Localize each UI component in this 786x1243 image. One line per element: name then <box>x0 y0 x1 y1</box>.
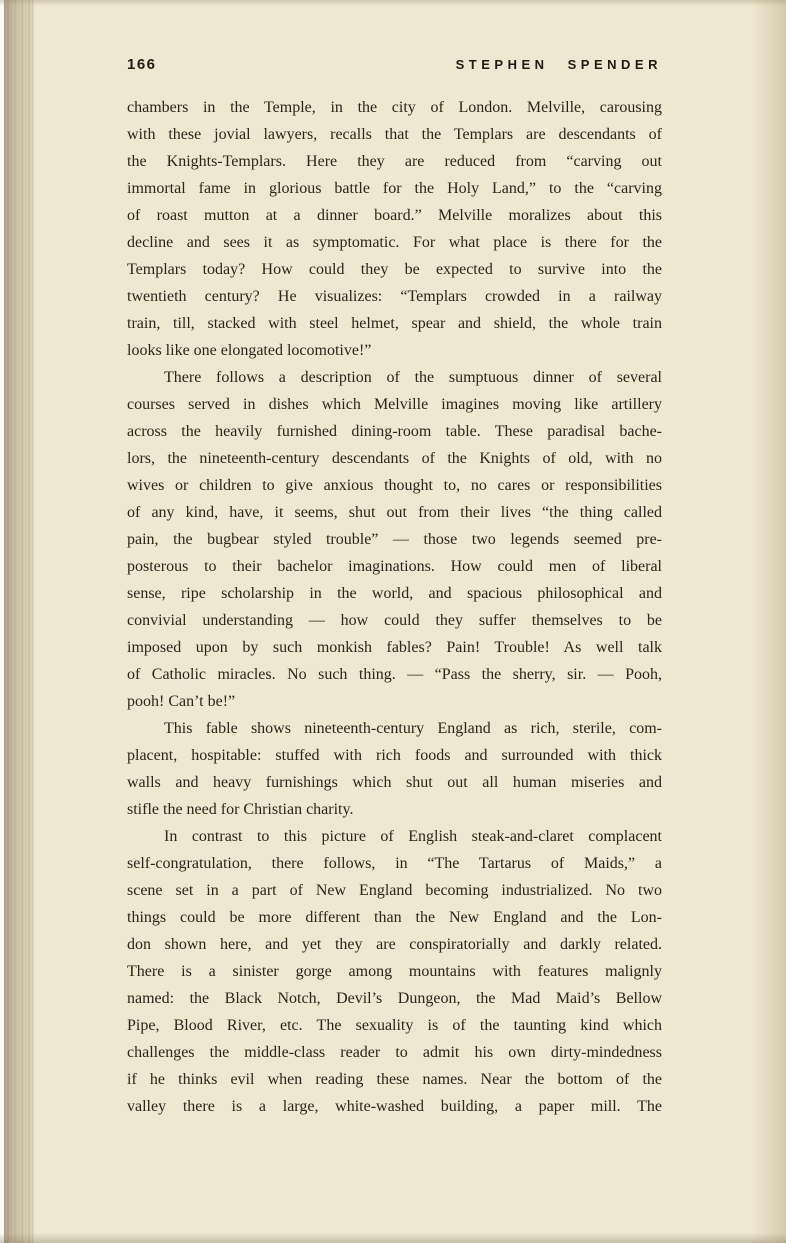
text-line: don shown here, and yet they are conspiratorially and darkly related. <box>127 936 662 953</box>
text-line: immortal fame in glorious battle for the Holy Land,” to the “carving <box>127 180 662 197</box>
text-line: Templars today? How could they be expected to survive into the <box>127 261 662 278</box>
text-line: of roast mutton at a dinner board.” Melville moralizes about this <box>127 207 662 224</box>
text-line: courses served in dishes which Melville imagines moving like artillery <box>127 396 662 413</box>
text-line: self-congratulation, there follows, in “The Tartarus of Maids,” a <box>127 855 662 872</box>
text-line: imposed upon by such monkish fables? Pain! Trouble! As well talk <box>127 639 662 656</box>
scan-edge-top <box>0 0 786 6</box>
text-line: walls and heavy furnishings which shut out all human miseries and <box>127 774 662 791</box>
text-line: with these jovial lawyers, recalls that the Templars are descendants of <box>127 126 662 143</box>
text-line: lors, the nineteenth-century descendants of the Knights of old, with no <box>127 450 662 467</box>
text-line: wives or children to give anxious thought to, no cares or responsibilities <box>127 477 662 494</box>
text-line: decline and sees it as symptomatic. For what place is there for the <box>127 234 662 251</box>
text-line: pain, the bugbear styled trouble” — those two legends seemed pre- <box>127 531 662 548</box>
text-line: the Knights-Templars. Here they are reduced from “carving out <box>127 153 662 170</box>
text-line: train, till, stacked with steel helmet, spear and shield, the whole train <box>127 315 662 332</box>
scan-edge-right <box>750 0 786 1243</box>
text-line: There is a sinister gorge among mountains with features malignly <box>127 963 662 980</box>
text-line: of Catholic miracles. No such thing. — “Pass the sherry, sir. — Pooh, <box>127 666 662 683</box>
text-line: twentieth century? He visualizes: “Templars crowded in a railway <box>127 288 662 305</box>
text-line: sense, ripe scholarship in the world, and spacious philosophical and <box>127 585 662 602</box>
text-line: named: the Black Notch, Devil’s Dungeon, the Mad Maid’s Bellow <box>127 990 662 1007</box>
text-line: stifle the need for Christian charity. <box>127 801 354 818</box>
text-line: chambers in the Temple, in the city of London. Melville, carousing <box>127 99 662 116</box>
text-line: challenges the middle-class reader to admit his own dirty-mindedness <box>127 1044 662 1061</box>
text-line: scene set in a part of New England becoming industrialized. No two <box>127 882 662 899</box>
text-line: of any kind, have, it seems, shut out from their lives “the thing called <box>127 504 662 521</box>
text-line: across the heavily furnished dining-room table. These paradisal bache- <box>127 423 662 440</box>
scan-edge-bottom <box>0 1233 786 1243</box>
text-line: convivial understanding — how could they suffer themselves to be <box>127 612 662 629</box>
page-content <box>127 56 662 1120</box>
text-line: This fable shows nineteenth-century England as rich, sterile, com- <box>164 720 662 737</box>
running-header <box>127 56 662 73</box>
text-line: placent, hospitable: stuffed with rich foods and surrounded with thick <box>127 747 662 764</box>
text-line: looks like one elongated locomotive!” <box>127 342 372 359</box>
text-line: posterous to their bachelor imaginations. How could men of liberal <box>127 558 662 575</box>
page-number: 166 <box>127 56 157 73</box>
text-line: Pipe, Blood River, etc. The sexuality is of the taunting kind which <box>127 1017 662 1034</box>
running-header-author: STEPHEN SPENDER <box>455 57 662 72</box>
body-text <box>127 94 662 1120</box>
text-line: things could be more different than the New England and the Lon- <box>127 909 662 926</box>
text-line: There follows a description of the sumptuous dinner of several <box>164 369 662 386</box>
text-line: pooh! Can’t be!” <box>127 693 236 710</box>
text-line: valley there is a large, white-washed building, a paper mill. The <box>127 1098 662 1115</box>
text-line: In contrast to this picture of English steak-and-claret complacent <box>164 828 662 845</box>
text-line: if he thinks evil when reading these names. Near the bottom of the <box>127 1071 662 1088</box>
scan-edge-left-shadow <box>4 0 34 1243</box>
